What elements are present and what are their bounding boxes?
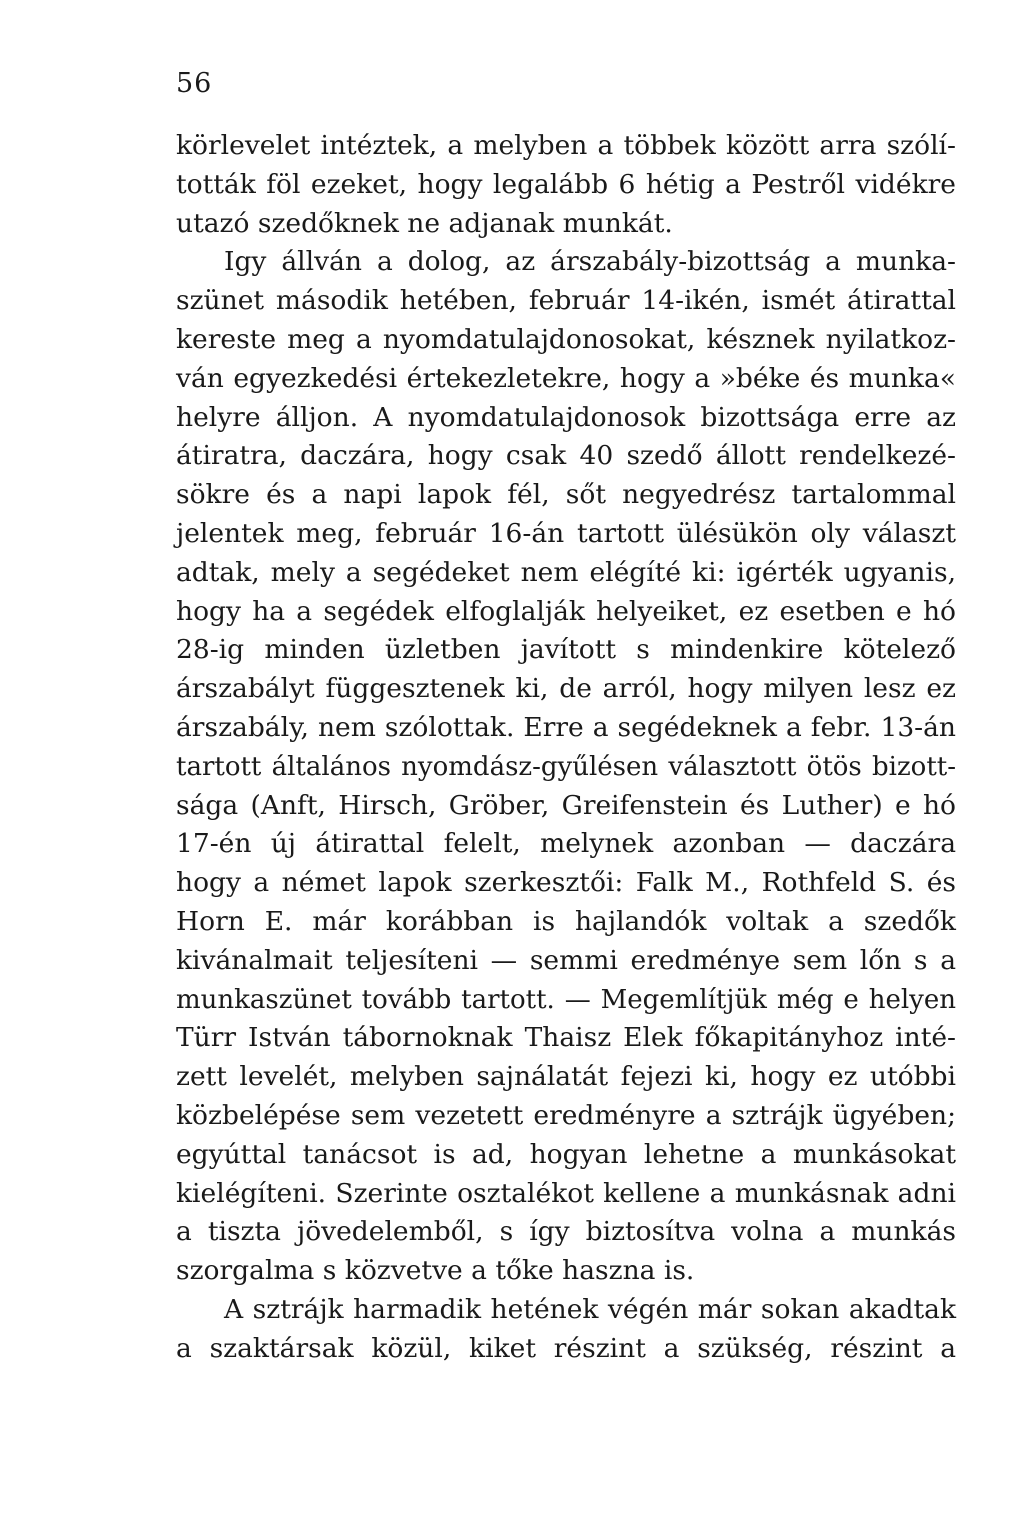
text-line: árszabály, nem szólottak. Erre a segédeknek a febr. 13-án [176, 711, 956, 743]
text-line: 17-én új átirattal felelt, melynek azonban — daczára [176, 828, 956, 860]
body-text [176, 127, 956, 1369]
text-line: hogy ha a segédek elfoglalják helyeiket, ez esetben e hó [176, 595, 956, 627]
text-line: átiratra, daczára, hogy csak 40 szedő állott rendelkezé- [176, 440, 956, 472]
page-number: 56 [176, 68, 213, 99]
text-line: tották föl ezeket, hogy legalább 6 hétig a Pestről vidékre [176, 168, 956, 200]
text-line: jelentek meg, február 16-án tartott ülésükön oly választ [176, 517, 956, 549]
text-line: Türr István tábornoknak Thaisz Elek főkapitányhoz inté- [176, 1022, 956, 1054]
text-line: körlevelet intéztek, a melyben a többek között arra szólí- [176, 130, 956, 161]
paragraph [176, 243, 956, 1291]
text-line: utazó szedőknek ne adjanak munkát. [176, 207, 673, 239]
paragraph [176, 1291, 956, 1369]
text-line: ván egyezkedési értekezletekre, hogy a »béke és munka« [176, 362, 956, 394]
text-line: a tiszta jövedelemből, s így biztosítva volna a munkás [176, 1216, 956, 1248]
text-line: 28-ig minden üzletben javított s mindenkire kötelező [176, 634, 956, 666]
text-line: sökre és a napi lapok fél, sőt negyedrész tartalommal [176, 479, 956, 511]
text-line: közbelépése sem vezetett eredményre a sztrájk ügyében; [176, 1099, 956, 1131]
text-line: árszabályt függesztenek ki, de arról, hogy milyen lesz ez [176, 673, 956, 705]
text-line: kivánalmait teljesíteni — semmi eredménye sem lőn s a [176, 944, 956, 976]
text-line: kereste meg a nyomdatulajdonosokat, késznek nyilatkoz- [176, 323, 956, 355]
text-line: egyúttal tanácsot is ad, hogyan lehetne a munkásokat [176, 1138, 956, 1170]
text-line: kielégíteni. Szerinte osztalékot kellene a munkásnak adni [176, 1177, 956, 1209]
text-line: sága (Anft, Hirsch, Gröber, Greifenstein és Luther) e hó [176, 789, 956, 821]
text-line: helyre álljon. A nyomdatulajdonosok bizottsága erre az [176, 401, 956, 433]
text-line: a szaktársak közül, kiket részint a szükség, részint a [176, 1332, 956, 1364]
paragraph [176, 127, 956, 243]
text-line: hogy a német lapok szerkesztői: Falk M., Rothfeld S. és [176, 867, 956, 899]
text-line: A sztrájk harmadik hetének végén már sokan akadtak [224, 1293, 956, 1325]
text-line: Horn E. már korábban is hajlandók voltak a szedők [176, 905, 956, 937]
text-line: munkaszünet tovább tartott. — Megemlítjük még e helyen [176, 984, 956, 1015]
text-line: zett levelét, melyben sajnálatát fejezi ki, hogy ez utóbbi [176, 1061, 956, 1093]
text-line: tartott általános nyomdász-gyűlésen választott ötös bizott- [176, 751, 956, 782]
text-line: Igy állván a dolog, az árszabály-bizottság a munka- [224, 246, 956, 278]
text-line: szünet második hetében, február 14-ikén, ismét átirattal [176, 285, 956, 317]
text-line: szorgalma s közvetve a tőke haszna is. [176, 1255, 695, 1287]
text-line: adtak, mely a segédeket nem elégíté ki: igérték ugyanis, [176, 556, 956, 588]
